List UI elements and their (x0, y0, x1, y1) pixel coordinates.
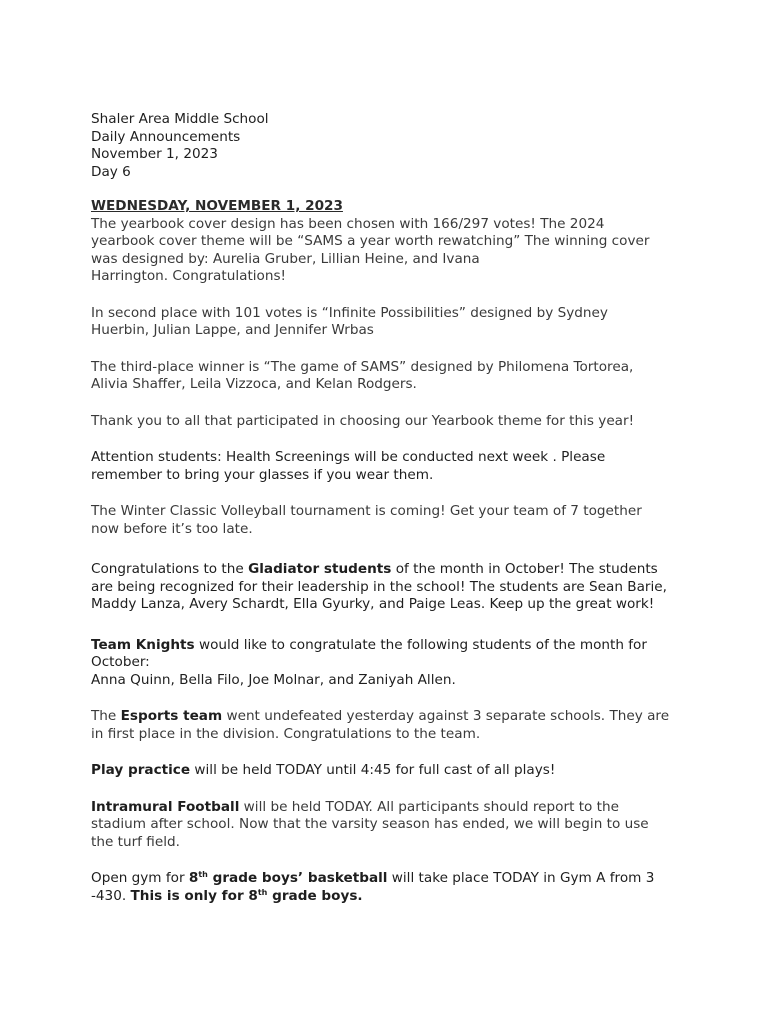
school-name: Shaler Area Middle School (91, 111, 269, 127)
header-block (91, 111, 691, 181)
text-segment: will be held TODAY until 4:45 for full cast of all plays! (190, 762, 556, 778)
text-line (91, 637, 691, 655)
text-line: are being recognized for their leadership in the school! The students are Sean Barie, (91, 578, 667, 595)
text-line: Anna Quinn, Bella Filo, Joe Molnar, and Zaniyah Allen. (91, 671, 456, 688)
text-segment: would like to congratulate the following students of the month for (194, 636, 647, 653)
text-line: was designed by: Aurelia Gruber, Lillian Heine, and Ivana (91, 250, 480, 267)
bold-text: Gladiator students (248, 561, 392, 577)
yearbook-third-place-paragraph (91, 359, 691, 394)
text-line: in first place in the division. Congratulations to the team. (91, 725, 481, 742)
gladiator-paragraph (91, 561, 691, 614)
document-date: November 1, 2023 (91, 146, 218, 162)
announcements-content (91, 111, 691, 905)
yearbook-thanks-paragraph (91, 413, 691, 431)
text-segment: went undefeated yesterday against 3 separate schools. They are (222, 708, 670, 724)
health-screening-paragraph (91, 449, 691, 484)
text-line (91, 561, 691, 579)
intramural-football-paragraph (91, 799, 691, 852)
bold-text: This is only for 8 (130, 887, 258, 904)
text-segment: will take place TODAY in Gym A from 3 (387, 870, 655, 886)
document-title: Daily Announcements (91, 128, 241, 145)
text-line: The third-place winner is “The game of SAMS” designed by Philomena Tortorea, (91, 358, 634, 375)
bold-text: 8 (188, 870, 199, 886)
yearbook-second-place-paragraph (91, 305, 691, 340)
bold-text: Play practice (91, 762, 191, 778)
yearbook-winner-paragraph (91, 216, 691, 286)
text-line: Thank you to all that participated in choosing our Yearbook theme for this year! (91, 412, 635, 429)
text-segment: of the month in October! The students (391, 561, 658, 577)
bold-text: Intramural Football (91, 798, 240, 815)
date-heading: WEDNESDAY, NOVEMBER 1, 2023 (91, 198, 343, 214)
text-segment: Open gym for (91, 870, 189, 886)
text-line (91, 888, 691, 906)
text-segment: The (91, 708, 121, 724)
text-line: now before it’s too late. (91, 520, 253, 537)
play-practice-paragraph (91, 762, 691, 780)
team-knights-paragraph (91, 637, 691, 690)
text-line: yearbook cover theme will be “SAMS a year worth rewatching” The winning cover (91, 233, 650, 249)
text-line: remember to bring your glasses if you wear them. (91, 466, 434, 483)
open-gym-paragraph (91, 870, 691, 905)
text-segment: -430. (91, 887, 131, 904)
text-line: The Winter Classic Volleyball tournament is coming! Get your team of 7 together (91, 503, 642, 519)
superscript: th (257, 887, 268, 897)
esports-paragraph (91, 708, 691, 743)
bold-text: grade boys. (267, 887, 363, 904)
text-line: Harrington. Congratulations! (91, 268, 287, 284)
bold-text: grade boys’ basketball (207, 870, 388, 886)
bold-text: Team Knights (91, 636, 195, 653)
text-line: Attention students: Health Screenings will be conducted next week . Please (91, 449, 606, 465)
text-line (91, 708, 691, 726)
school-day: Day 6 (91, 163, 131, 180)
text-line: stadium after school. Now that the varsity season has ended, we will begin to use (91, 816, 649, 832)
bold-text: Esports team (120, 708, 223, 724)
text-line: In second place with 101 votes is “Infinite Possibilities” designed by Sydney (91, 304, 608, 321)
text-segment: Congratulations to the (91, 561, 249, 577)
text-line: Maddy Lanza, Avery Schardt, Ella Gyurky, and Paige Leas. Keep up the great work! (91, 596, 655, 612)
text-line (91, 870, 691, 888)
text-line: Alivia Shaffer, Leila Vizzoca, and Kelan Rodgers. (91, 376, 417, 392)
text-segment: will be held TODAY. All participants should report to the (239, 798, 619, 815)
text-line (91, 762, 691, 780)
volleyball-paragraph (91, 503, 691, 538)
text-line: October: (91, 654, 150, 670)
superscript: th (198, 870, 208, 879)
text-line: the turf field. (91, 833, 180, 850)
text-line: The yearbook cover design has been chosen with 166/297 votes! The 2024 (91, 215, 605, 232)
text-line: Huerbin, Julian Lappe, and Jennifer Wrbas (91, 322, 374, 338)
text-line (91, 799, 691, 817)
